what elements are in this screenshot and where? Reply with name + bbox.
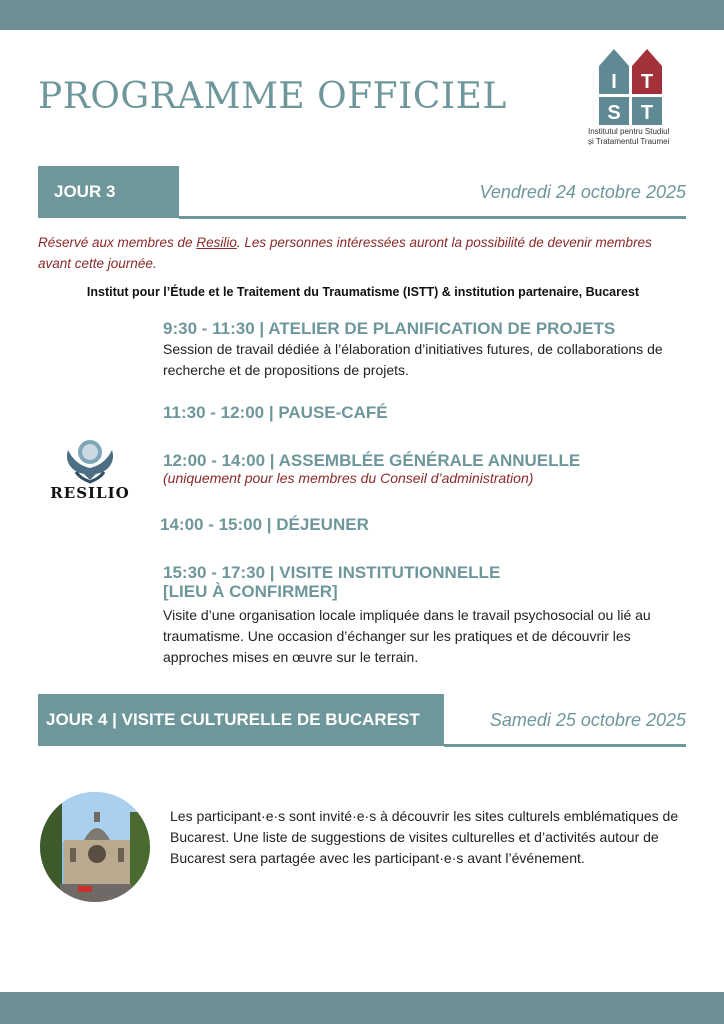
slot-title: [LIEU À CONFIRMER] xyxy=(163,582,338,601)
culture-description: Les participant·e·s sont invité·e·s à découvrir les sites culturels emblématiques de Bucarest. Une liste de suggestions de visites culturelles et d’activités autour de Bucarest sera partagée avec les participant·e·s avant l’événement. xyxy=(170,808,679,866)
page-title: PROGRAMME OFFICIEL xyxy=(38,76,507,117)
logo-caption-line: și Tratamentul Traumei xyxy=(588,137,670,146)
members-notice xyxy=(38,232,688,274)
top-bar xyxy=(0,0,724,30)
logo-letter: S xyxy=(607,102,621,124)
day4-label: JOUR 4 | VISITE CULTURELLE DE BUCAREST xyxy=(46,710,420,729)
slot-title: 14:00 - 15:00 | DÉJEUNER xyxy=(160,515,369,534)
day3-label-box xyxy=(38,166,179,218)
resilio-wordmark: RESILIO xyxy=(50,484,130,502)
slot-title: 11:30 - 12:00 | PAUSE-CAFÉ xyxy=(163,403,388,422)
slot-note: (uniquement pour les membres du Conseil d’administration) xyxy=(163,470,534,486)
logo-caption xyxy=(588,127,698,147)
bottom-bar xyxy=(0,992,724,1024)
resilio-link[interactable]: Resilio xyxy=(196,235,237,250)
slot-description: Session de travail dédiée à l’élaboration d’initiatives futures, de collaborations de recherche et de propositions de projets. xyxy=(163,341,663,378)
logo-letter: I xyxy=(611,71,617,93)
day4-label-box xyxy=(38,694,444,746)
day4-rule xyxy=(444,744,686,747)
logo-letter: T xyxy=(640,71,654,93)
slot-description: Visite d’une organisation locale impliquée dans le travail psychosocial ou lié au traumatisme. Une occasion d’échanger sur les pratiques et de découvrir les approches mises en œuvre sur le terrain. xyxy=(163,607,651,665)
day3-date: Vendredi 24 octobre 2025 xyxy=(479,182,686,202)
day3-rule xyxy=(179,216,686,219)
notice-text: Réservé aux membres de xyxy=(38,235,197,250)
notice-text: . Les personnes intéressées auront la possibilité de devenir membres avant cette journée. xyxy=(38,235,652,271)
day3-label: JOUR 3 xyxy=(54,182,116,201)
slot-title: 9:30 - 11:30 | ATELIER DE PLANIFICATION DE PROJETS xyxy=(163,319,616,338)
venue: Institut pour l’Étude et le Traitement du Traumatisme (ISTT) & institution partenaire, Bucarest xyxy=(86,285,640,299)
slot-title: 15:30 - 17:30 | VISITE INSTITUTIONNELLE xyxy=(163,563,501,582)
logo-letter: T xyxy=(640,102,654,124)
logo-caption-line: Institutul pentru Studiul xyxy=(588,127,670,136)
day4-date: Samedi 25 octobre 2025 xyxy=(489,710,686,730)
bucharest-photo xyxy=(40,792,150,902)
slot-title: 12:00 - 14:00 | ASSEMBLÉE GÉNÉRALE ANNUELLE xyxy=(163,451,581,470)
